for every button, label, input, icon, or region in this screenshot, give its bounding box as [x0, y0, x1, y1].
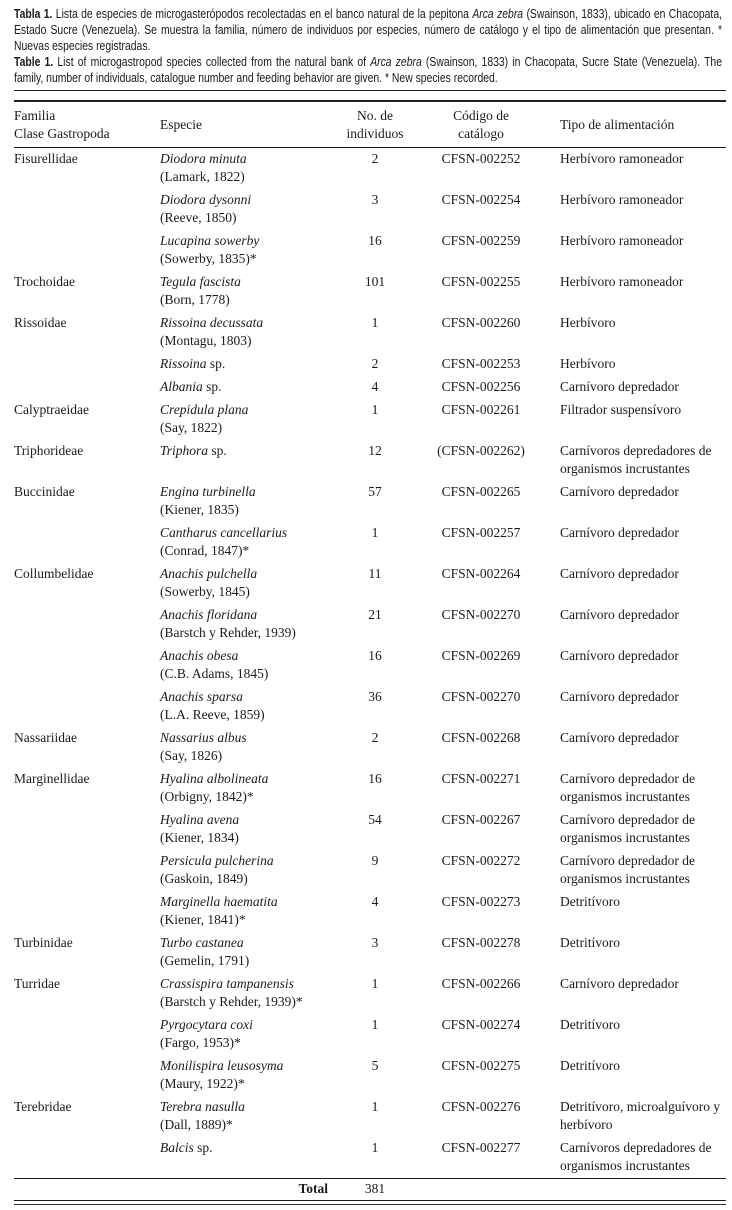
family-cell	[14, 1014, 160, 1055]
species-row	[14, 522, 726, 563]
species-cell	[160, 522, 340, 563]
species-name: Rissoina decussata	[160, 315, 264, 330]
caption-label-es: Tabla 1.	[14, 6, 53, 21]
table-top-rule-outer	[14, 90, 726, 91]
caption-spanish	[14, 6, 722, 54]
code-cell: CFSN-002259	[441, 233, 521, 248]
species-name: Anachis sparsa	[160, 689, 243, 704]
species-cell: Albania sp.	[160, 379, 222, 394]
feeding-cell: Filtrador suspensívoro	[560, 402, 682, 417]
species-cell	[160, 973, 340, 1014]
family-cell	[14, 522, 160, 563]
caption-text-es-1: Lista de especies de microgasterópodos recolectadas en el banco natural de la pepitona	[52, 6, 473, 21]
caption-text-es-2: (Swainson, 1833), ubicado en Chacopata, Estado Sucre (Venezuela). Se muestra la familia, número de individuos por especies, número de catálogo y el tipo de alimentación que presentan. * Nuevas especies registradas.	[14, 6, 722, 53]
species-row	[14, 353, 726, 376]
count-cell: 54	[368, 812, 382, 827]
species-cell: Triphora sp.	[160, 443, 227, 458]
species-row	[14, 563, 726, 604]
count-cell: 1	[371, 402, 379, 417]
total-empty-feeding	[552, 1179, 726, 1201]
species-cell	[160, 850, 340, 891]
species-authority: (Say, 1822)	[160, 420, 223, 435]
species-cell	[160, 189, 340, 230]
species-row	[14, 312, 726, 353]
code-cell: CFSN-002273	[441, 894, 521, 909]
species-name: Albania	[160, 379, 203, 394]
species-authority: (Orbigny, 1842)*	[160, 789, 254, 804]
species-authority: (Sowerby, 1845)	[160, 584, 250, 599]
species-authority: (Born, 1778)	[160, 292, 230, 307]
code-cell: CFSN-002254	[441, 192, 521, 207]
feeding-cell: Detritívoro	[560, 935, 620, 950]
species-row	[14, 891, 726, 932]
family-cell	[14, 891, 160, 932]
species-row	[14, 727, 726, 768]
species-cell	[160, 1014, 340, 1055]
count-cell: 3	[371, 935, 379, 950]
code-cell: CFSN-002269	[441, 648, 521, 663]
code-cell: CFSN-002270	[441, 607, 521, 622]
total-value: 381	[340, 1179, 410, 1201]
species-authority: (Barstch y Rehder, 1939)*	[160, 994, 303, 1009]
species-row	[14, 1096, 726, 1137]
code-cell: CFSN-002256	[441, 379, 521, 394]
species-row	[14, 973, 726, 1014]
species-cell	[160, 727, 340, 768]
species-row	[14, 440, 726, 481]
count-cell: 36	[368, 689, 382, 704]
species-cell: Rissoina sp.	[160, 356, 226, 371]
code-cell: CFSN-002264	[441, 566, 521, 581]
family-cell: Collumbelidae	[14, 566, 94, 581]
species-authority: (Maury, 1922)*	[160, 1076, 245, 1091]
caption-english	[14, 54, 722, 86]
table-caption	[14, 6, 722, 86]
species-authority: (Dall, 1889)*	[160, 1117, 233, 1132]
code-cell: CFSN-002268	[441, 730, 521, 745]
species-name: Terebra nasulla	[160, 1099, 245, 1114]
feeding-cell: Herbívoro ramoneador	[560, 192, 684, 207]
species-authority: (Kiener, 1834)	[160, 830, 239, 845]
species-name: Anachis obesa	[160, 648, 239, 663]
species-cell	[160, 230, 340, 271]
count-cell: 16	[368, 648, 382, 663]
code-cell: CFSN-002253	[441, 356, 521, 371]
col-header-count-line2: individuos	[346, 126, 404, 141]
feeding-cell: Herbívoro ramoneador	[560, 233, 684, 248]
species-name: Diodora dysonni	[160, 192, 252, 207]
species-name: Nassarius albus	[160, 730, 247, 745]
species-authority: (Montagu, 1803)	[160, 333, 252, 348]
species-name: Monilispira leusosyma	[160, 1058, 284, 1073]
code-cell: CFSN-002274	[441, 1017, 521, 1032]
family-cell: Terebridae	[14, 1099, 72, 1114]
feeding-cell: Herbívoro	[560, 356, 616, 371]
col-header-species: Especie	[160, 102, 340, 148]
species-authority: (Gemelin, 1791)	[160, 953, 250, 968]
species-row	[14, 768, 726, 809]
family-cell	[14, 230, 160, 271]
species-row	[14, 604, 726, 645]
feeding-cell: Carnívoro depredador	[560, 607, 679, 622]
species-name: Marginella haematita	[160, 894, 278, 909]
species-name: Cantharus cancellarius	[160, 525, 288, 540]
count-cell: 9	[371, 853, 379, 868]
species-table-body	[14, 148, 726, 1179]
count-cell: 1	[371, 976, 379, 991]
species-row	[14, 850, 726, 891]
species-cell	[160, 686, 340, 727]
table-bottom-rule-outer	[14, 1204, 726, 1205]
col-header-family	[14, 102, 160, 148]
count-cell: 1	[371, 1140, 379, 1155]
feeding-cell: Herbívoro	[560, 315, 616, 330]
count-cell: 1	[371, 525, 379, 540]
count-cell: 101	[364, 274, 386, 289]
family-cell: Trochoidae	[14, 274, 75, 289]
species-row	[14, 481, 726, 522]
caption-text-en-2: (Swainson, 1833) in Chacopata, Sucre State (Venezuela). The family, number of individuals, catalogue number and feeding behavior are given. * New species recorded.	[14, 54, 722, 85]
feeding-cell: Herbívoro ramoneador	[560, 274, 684, 289]
species-name: Triphora	[160, 443, 209, 458]
species-name: Turbo castanea	[160, 935, 244, 950]
col-header-family-line1: Familia	[14, 108, 56, 123]
code-cell: (CFSN-002262)	[437, 443, 525, 458]
code-cell: CFSN-002266	[441, 976, 521, 991]
code-cell: CFSN-002278	[441, 935, 521, 950]
count-cell: 2	[371, 730, 379, 745]
col-header-code	[410, 102, 552, 148]
col-header-count	[340, 102, 410, 148]
species-authority: (Kiener, 1835)	[160, 502, 239, 517]
species-authority: (Fargo, 1953)*	[160, 1035, 241, 1050]
species-cell	[160, 399, 340, 440]
species-cell	[160, 809, 340, 850]
species-authority: (C.B. Adams, 1845)	[160, 666, 269, 681]
caption-label-en: Table 1.	[14, 54, 54, 69]
species-row	[14, 376, 726, 399]
col-header-family-line2: Clase Gastropoda	[14, 126, 110, 141]
feeding-cell: Carnívoro depredador	[560, 730, 679, 745]
species-row	[14, 271, 726, 312]
family-cell	[14, 1137, 160, 1179]
family-cell	[14, 645, 160, 686]
feeding-cell: Carnívoro depredador	[560, 689, 679, 704]
species-cell	[160, 481, 340, 522]
code-cell: CFSN-002252	[441, 151, 521, 166]
species-row	[14, 1014, 726, 1055]
species-row	[14, 645, 726, 686]
species-authority: (Reeve, 1850)	[160, 210, 237, 225]
species-name: Lucapina sowerby	[160, 233, 260, 248]
family-cell	[14, 809, 160, 850]
family-cell	[14, 189, 160, 230]
feeding-cell: Carnívoros depredadores de organismos incrustantes	[560, 443, 712, 476]
feeding-cell: Carnívoro depredador	[560, 525, 679, 540]
species-name: Pyrgocytara coxi	[160, 1017, 253, 1032]
species-cell	[160, 148, 340, 190]
species-row	[14, 1137, 726, 1179]
species-authority: (Kiener, 1841)*	[160, 912, 246, 927]
species-authority: (Say, 1826)	[160, 748, 223, 763]
count-cell: 5	[371, 1058, 379, 1073]
species-name: Crepidula plana	[160, 402, 249, 417]
species-authority: (Gaskoin, 1849)	[160, 871, 248, 886]
family-cell: Turbinidae	[14, 935, 73, 950]
count-cell: 16	[368, 233, 382, 248]
species-row	[14, 809, 726, 850]
count-cell: 11	[368, 566, 382, 581]
code-cell: CFSN-002255	[441, 274, 521, 289]
code-cell: CFSN-002275	[441, 1058, 521, 1073]
family-cell	[14, 353, 160, 376]
species-cell	[160, 891, 340, 932]
count-cell: 3	[371, 192, 379, 207]
feeding-cell: Detritívoro	[560, 1058, 620, 1073]
code-cell: CFSN-002270	[441, 689, 521, 704]
species-row	[14, 932, 726, 973]
count-cell: 21	[368, 607, 382, 622]
species-name: Diodora minuta	[160, 151, 247, 166]
code-cell: CFSN-002260	[441, 315, 521, 330]
total-label: Total	[160, 1179, 340, 1201]
family-cell	[14, 376, 160, 399]
species-name: Rissoina	[160, 356, 207, 371]
species-row	[14, 230, 726, 271]
family-cell: Fisurellidae	[14, 151, 78, 166]
total-empty-family	[14, 1179, 160, 1201]
count-cell: 2	[371, 356, 379, 371]
species-cell: Balcis sp.	[160, 1140, 213, 1155]
species-table	[14, 102, 726, 1201]
count-cell: 57	[368, 484, 382, 499]
feeding-cell: Carnívoro depredador de organismos incrustantes	[560, 812, 695, 845]
species-cell	[160, 932, 340, 973]
count-cell: 2	[371, 151, 379, 166]
species-cell	[160, 1096, 340, 1137]
code-cell: CFSN-002271	[441, 771, 521, 786]
family-cell	[14, 686, 160, 727]
feeding-cell: Detritívoro	[560, 894, 620, 909]
species-authority: (Barstch y Rehder, 1939)	[160, 625, 296, 640]
species-cell	[160, 768, 340, 809]
code-cell: CFSN-002267	[441, 812, 521, 827]
col-header-feeding: Tipo de alimentación	[552, 102, 726, 148]
family-cell: Marginellidae	[14, 771, 90, 786]
header-row	[14, 102, 726, 148]
feeding-cell: Carnívoro depredador	[560, 566, 679, 581]
species-row	[14, 148, 726, 190]
species-authority: (Sowerby, 1835)*	[160, 251, 257, 266]
code-cell: CFSN-002265	[441, 484, 521, 499]
caption-species-en: Arca zebra	[370, 54, 422, 69]
code-cell: CFSN-002272	[441, 853, 521, 868]
species-cell	[160, 312, 340, 353]
family-cell: Triphorideae	[14, 443, 84, 458]
feeding-cell: Carnívoro depredador de organismos incrustantes	[560, 771, 695, 804]
family-cell	[14, 850, 160, 891]
count-cell: 1	[371, 1099, 379, 1114]
species-row	[14, 1055, 726, 1096]
family-cell: Nassariidae	[14, 730, 77, 745]
family-cell: Calyptraeidae	[14, 402, 89, 417]
species-cell	[160, 604, 340, 645]
species-name: Balcis	[160, 1140, 194, 1155]
family-cell	[14, 1055, 160, 1096]
caption-text-en-1: List of microgastropod species collected from the natural bank of	[53, 54, 371, 69]
caption-species-es: Arca zebra	[472, 6, 524, 21]
species-name: Tegula fascista	[160, 274, 241, 289]
species-cell	[160, 563, 340, 604]
species-name: Hyalina avena	[160, 812, 240, 827]
feeding-cell: Carnívoro depredador	[560, 648, 679, 663]
species-name: Anachis floridana	[160, 607, 258, 622]
code-cell: CFSN-002257	[441, 525, 521, 540]
feeding-cell: Carnívoro depredador	[560, 976, 679, 991]
species-row	[14, 189, 726, 230]
total-empty-code	[410, 1179, 552, 1201]
feeding-cell: Detritívoro	[560, 1017, 620, 1032]
total-row	[14, 1179, 726, 1201]
family-cell: Buccinidae	[14, 484, 75, 499]
species-cell	[160, 645, 340, 686]
species-cell	[160, 271, 340, 312]
count-cell: 16	[368, 771, 382, 786]
feeding-cell: Carnívoros depredadores de organismos incrustantes	[560, 1140, 712, 1173]
code-cell: CFSN-002277	[441, 1140, 521, 1155]
code-cell: CFSN-002261	[441, 402, 521, 417]
col-header-code-line2: catálogo	[458, 126, 504, 141]
species-row	[14, 399, 726, 440]
family-cell: Rissoidae	[14, 315, 67, 330]
feeding-cell: Carnívoro depredador	[560, 484, 679, 499]
species-authority: (Lamark, 1822)	[160, 169, 245, 184]
count-cell: 1	[371, 315, 379, 330]
count-cell: 12	[368, 443, 382, 458]
species-name: Persicula pulcherina	[160, 853, 274, 868]
species-authority: (Conrad, 1847)*	[160, 543, 250, 558]
species-authority: (L.A. Reeve, 1859)	[160, 707, 265, 722]
family-cell	[14, 604, 160, 645]
species-row	[14, 686, 726, 727]
species-name: Crassispira tampanensis	[160, 976, 294, 991]
species-name: Hyalina albolineata	[160, 771, 269, 786]
count-cell: 4	[371, 379, 379, 394]
feeding-cell: Carnívoro depredador	[560, 379, 679, 394]
count-cell: 1	[371, 1017, 379, 1032]
family-cell: Turridae	[14, 976, 60, 991]
feeding-cell: Herbívoro ramoneador	[560, 151, 684, 166]
species-name: Engina turbinella	[160, 484, 256, 499]
species-name: Anachis pulchella	[160, 566, 258, 581]
feeding-cell: Detritívoro, microalguívoro y herbívoro	[560, 1099, 721, 1132]
code-cell: CFSN-002276	[441, 1099, 521, 1114]
col-header-count-line1: No. de	[357, 108, 393, 123]
col-header-code-line1: Código de	[453, 108, 509, 123]
feeding-cell: Carnívoro depredador de organismos incrustantes	[560, 853, 695, 886]
species-cell	[160, 1055, 340, 1096]
count-cell: 4	[371, 894, 379, 909]
